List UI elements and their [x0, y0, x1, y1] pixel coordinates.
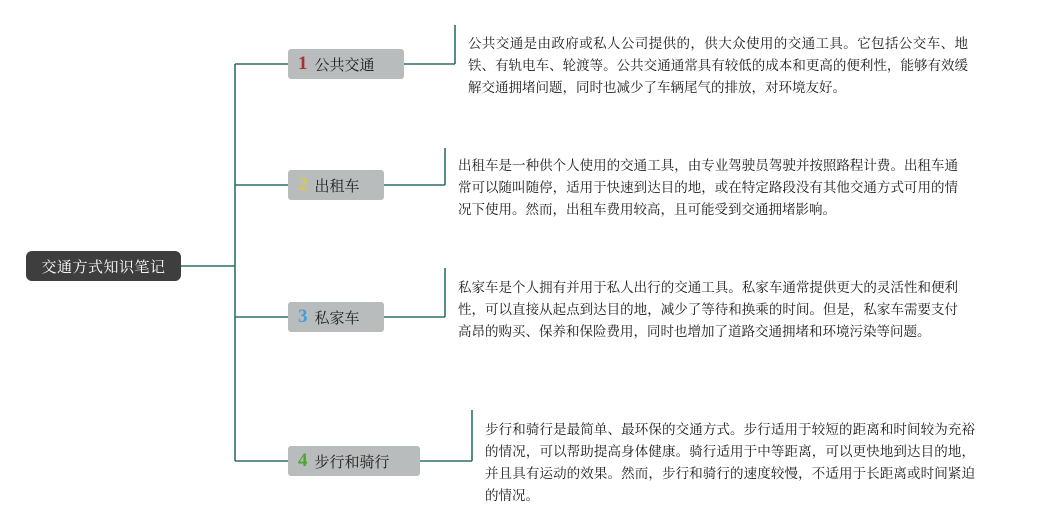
branch-label-3: 私家车 — [314, 309, 360, 327]
branch-node-1[interactable] — [288, 49, 404, 79]
branch-label-1: 公共交通 — [314, 56, 375, 74]
branch-description-1: 公共交通是由政府或私人公司提供的，供大众使用的交通工具。它包括公交车、地铁、有轨电车、轮渡等。公共交通通常具有较低的成本和更高的便利性，能够有效缓解交通拥堵问题，同时也减少了车辆尾气的排放，对环境友好。 — [468, 36, 968, 95]
branch-node-4[interactable] — [288, 446, 420, 476]
branch-node-3[interactable] — [288, 302, 384, 332]
root-node[interactable] — [26, 251, 181, 281]
branch-label-4: 步行和骑行 — [314, 453, 390, 471]
branch-number-4: 4 — [298, 449, 308, 471]
branch-description-3: 私家车是个人拥有并用于私人出行的交通工具。私家车通常提供更大的灵活性和便利性，可以直接从起点到达目的地，减少了等待和换乘的时间。但是，私家车需要支付高昂的购买、保养和保险费用，同时也增加了道路交通拥堵和环境污染等问题。 — [458, 280, 958, 339]
branch-label-2: 出租车 — [314, 177, 360, 195]
branch-description-2: 出租车是一种供个人使用的交通工具，由专业驾驶员驾驶并按照路程计费。出租车通常可以随叫随停，适用于快速到达目的地，或在特定路段没有其他交通方式可用的情况下使用。然而，出租车费用较高，且可能受到交通拥堵影响。 — [458, 158, 958, 217]
branch-number-1: 1 — [298, 52, 308, 74]
branch-number-3: 3 — [298, 305, 308, 327]
branch-node-2[interactable] — [288, 170, 384, 200]
root-node-label: 交通方式知识笔记 — [41, 258, 166, 276]
branch-description-4: 步行和骑行是最简单、最环保的交通方式。步行适用于较短的距离和时间较为充裕的情况，可以帮助提高身体健康。骑行适用于中等距离，可以更快地到达目的地，并且具有运动的效果。然而，步行和骑行的速度较慢，不适用于长距离或时间紧迫的情况。 — [485, 422, 975, 503]
branch-number-2: 2 — [298, 173, 308, 195]
